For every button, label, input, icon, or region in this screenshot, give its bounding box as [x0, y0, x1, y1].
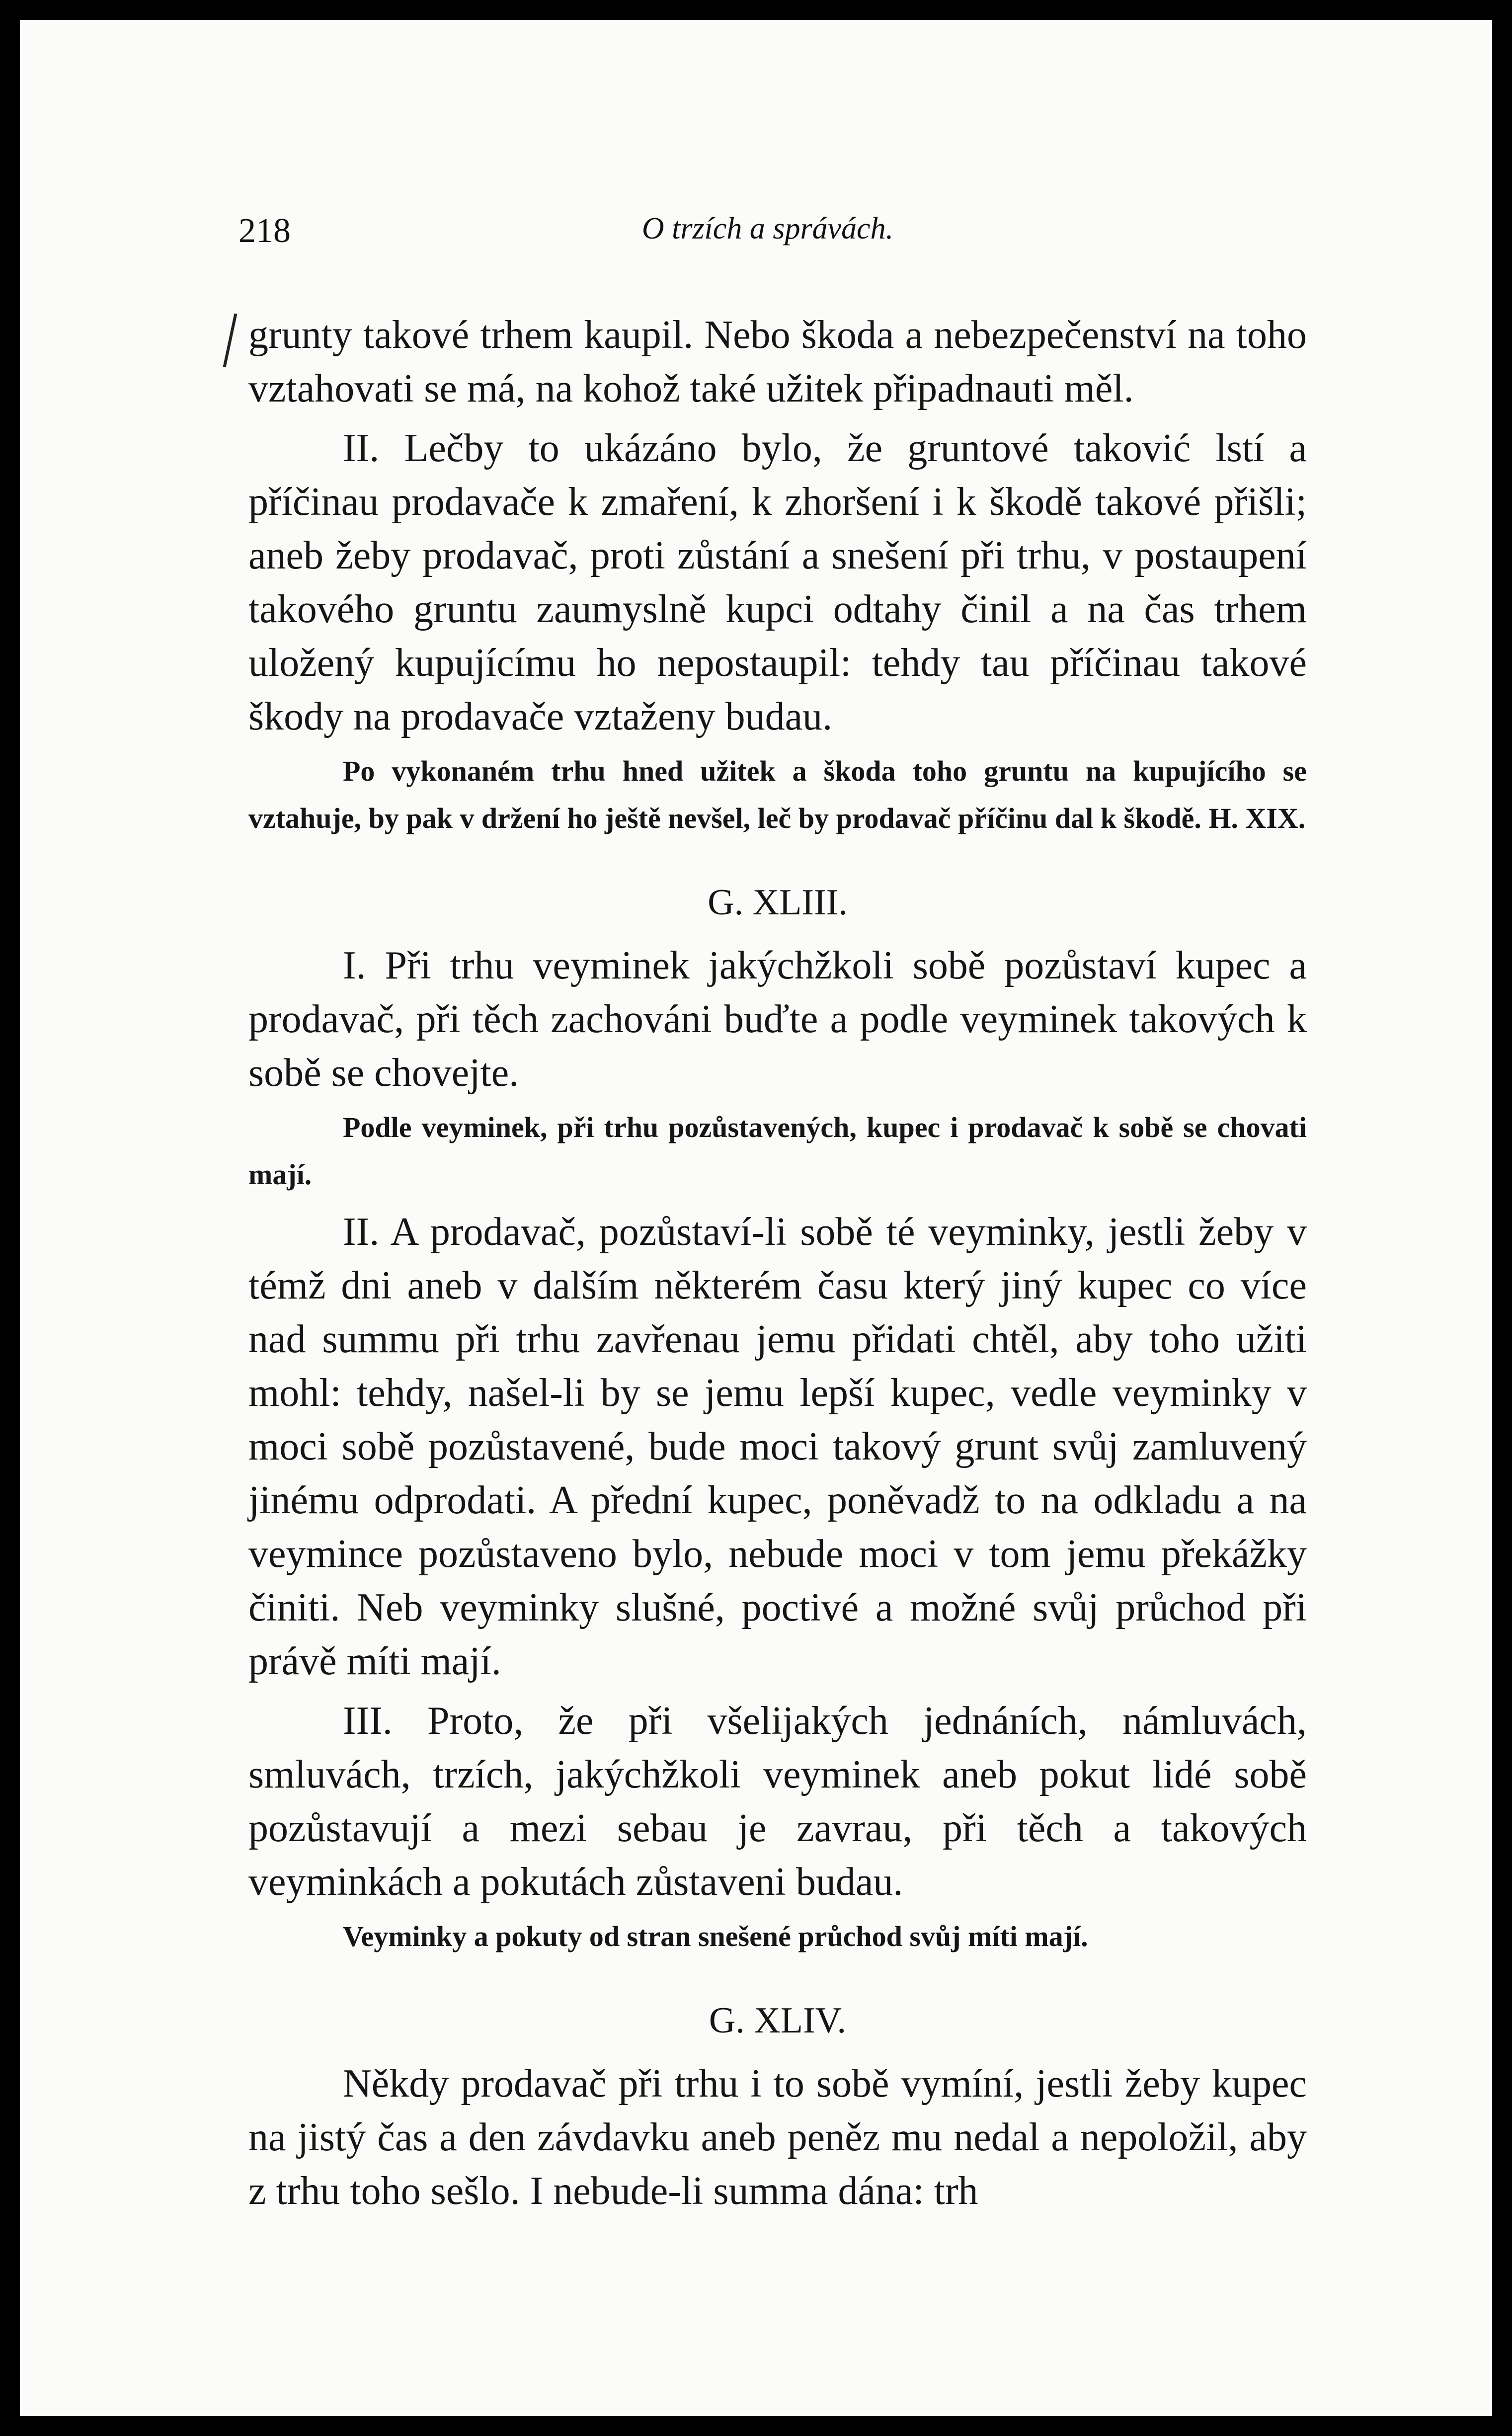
paragraph-xliv: Někdy prodavač při trhu i to sobě vymíní, jestli žeby kupec na jistý čas a den závdavku aneb peněz mu nedal a nepoložil, aby z trhu toho sešlo. I nebude-li summa dána: trh — [248, 2062, 1307, 2213]
summary-note-3: Veyminky a pokuty od stran snešené průchod svůj míti mají. — [343, 1920, 1088, 1952]
summary-note-1: Po vykonaném trhu hned užitek a škoda toho gruntu na kupujícího se vztahuje, by pak v držení ho ještě nevšel, leč by prodavač příčinu dal k škodě. H. XIX. — [248, 755, 1307, 834]
page-text — [248, 308, 1307, 2218]
paragraph-xliii-ii: II. A prodavač, pozůstaví-li sobě té veyminky, jestli žeby v témž dni aneb v dalším některém času který jiný kupec co více nad summu při trhu zavřenau jemu přidati chtěl, aby toho užiti mohl: tehdy, našel-li by se jemu lepší kupec, vedle veyminky v moci sobě pozůstavené, bude moci takový grunt svůj zamluvený jinému odprodati. A přední kupec, poněvadž to na odkladu a na veymince pozůstaveno bylo, nebude moci v tom jemu překážky činiti. Neb veyminky slušné, poctivé a možné svůj průchod při právě míti mají. — [248, 1210, 1307, 1683]
paragraph-xliii-i: I. Při trhu veyminek jakýchžkoli sobě pozůstaví kupec a prodavač, při těch zachováni buďte a podle veyminek takových k sobě se chovejte. — [248, 944, 1307, 1095]
section-heading-xliii: G. XLIII. — [708, 882, 848, 923]
page-header — [239, 211, 1297, 256]
running-title: O trzích a správách. — [641, 212, 894, 245]
paragraph-continued: grunty takové trhem kaupil. Nebo škoda a nebezpečenství na toho vztahovati se má, na kohož také užitek připadnauti měl. — [248, 313, 1307, 410]
paragraph-xliii-iii: III. Proto, že při všelijakých jednáních, námluvách, smluvách, trzích, jakýchžkoli veyminek aneb pokut lidé sobě pozůstavují a mezi sebau je zavrau, při těch a takových veyminkách a pokutách zůstaveni budau. — [248, 1699, 1307, 1904]
paragraph-ii: II. Lečby to ukázáno bylo, že gruntové taković lstí a příčinau prodavače k zmaření, k zhoršení i k škodě takové přišli; aneb žeby prodavač, proti zůstání a snešení při trhu, v postaupení takového gruntu zaumyslně kupci odtahy činil a na čas trhem uložený kupujícímu ho nepostaupil: tehdy tau příčinau takové škody na prodavače vztaženy budau. — [248, 426, 1307, 738]
section-heading-xliv: G. XLIV. — [709, 2000, 847, 2041]
book-page — [20, 20, 1492, 2416]
margin-mark — [223, 314, 238, 368]
page-number: 218 — [239, 212, 291, 250]
summary-note-2: Podle veyminek, při trhu pozůstavených, kupec i prodavač k sobě se chovati mají. — [248, 1111, 1307, 1191]
